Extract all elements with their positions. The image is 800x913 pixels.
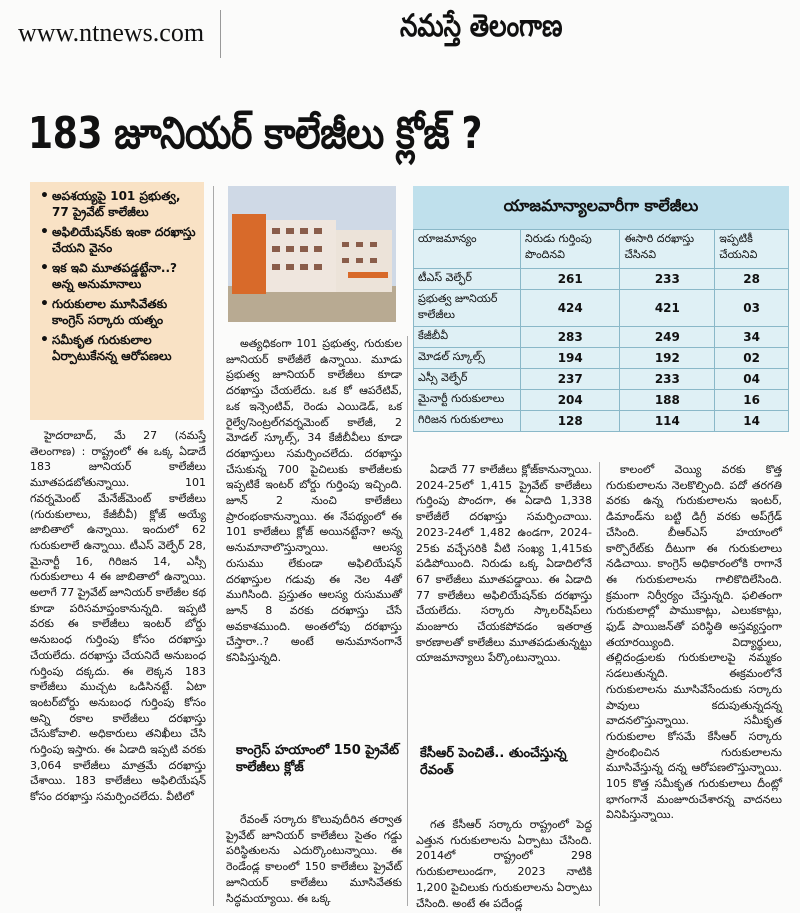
table-cell: 194	[521, 348, 620, 369]
table-row	[414, 369, 789, 390]
table-cell: 114	[620, 411, 715, 432]
table-row	[414, 290, 789, 327]
table-row	[414, 348, 789, 369]
table-cell: మోడల్ స్కూల్స్	[414, 348, 521, 369]
table-cell: 249	[620, 327, 715, 348]
subheading-kcr: కేసీఆర్ పెంచితే.. తుంచేస్తున్న రేవంత్	[420, 746, 567, 778]
table-cell: 283	[521, 327, 620, 348]
article-column-4	[606, 462, 782, 823]
article-column-3	[416, 462, 592, 666]
table-title: యాజమాన్యాలవారీగా కాలేజీలు	[413, 186, 789, 229]
table-row	[414, 411, 789, 432]
table-row	[414, 327, 789, 348]
article-paragraph: అత్యధికంగా 101 ప్రభుత్వ, గురుకుల జూనియర్ కాలేజీలే ఉన్నాయి. మూడు ప్రభుత్వ జూనియర్ కాలేజీలు కూడా దరఖాస్తు చేయలేదు. ఒక కో ఆపరేటివ్, ఒక ఇన్సెంటివ్, రెండు ఎయిడెడ్, ఒక రైల్వే/సెంట్రల్‌గవర్నమెంట్ కాలేజీ, 2 మోడల్ స్కూల్స్, 34 కేజీబీవీలు కూడా దరఖాస్తులు సమర్పించలేదు. దరఖాస్తు చేసుకున్న 700 పైచిలుకు కాలేజీలకు ఇప్పటికే ఇంటర్ బోర్డు గుర్తింపు ఇచ్చింది. జూన్ 2 నుంచి కాలేజీలు ప్రారంభంకానున్నాయి. ఈ నేపథ్యంలో ఈ 101 కాలేజీలు క్లోజ్ అయినట్టేనా? అన్న అనుమానాలొస్తున్నాయి. ఆలస్య రుసుము లేకుండా అఫిలియేషన్ దరఖాస్తుల గడువు ఈ నెల 4తో ముగిసింది. ప్రస్తుతం ఆలస్య రుసుముతో జూన్ 8 వరకు దరఖాస్తు చేసే అవకాశముంది. అంతలోపు దరఖాస్తు చేస్తారా..? అంటే అనుమానంగానే కనిపిస్తున్నది.	[226, 337, 402, 665]
table-cell: 14	[715, 411, 789, 432]
headline: 183 జూనియర్ కాలేజీలు క్లోజ్ ?	[28, 108, 483, 159]
article-column-1	[30, 428, 206, 805]
table-cell: 28	[715, 269, 789, 290]
table-cell: 03	[715, 290, 789, 327]
table-cell: 34	[715, 327, 789, 348]
table-cell: 192	[620, 348, 715, 369]
article-column-3b	[416, 817, 592, 911]
highlights-box	[30, 182, 204, 420]
table-header: నిరుడు గుర్తింపు పొందినవి	[521, 230, 620, 269]
highlight-item: • అఫిలియేషన్‌కు ఇంకా దరఖాస్తు చేయని వైనం	[40, 224, 200, 256]
column-divider	[407, 336, 408, 906]
table-cell: 233	[620, 269, 715, 290]
college-ownership-table	[413, 186, 789, 432]
highlight-item: • సమీకృత గురుకులాల ఏర్పాటుకేనన్న ఆరోపణలు	[40, 332, 200, 364]
subheading-congress: కాంగ్రెస్ హయాంలో 150 ప్రైవేట్ కాలేజీలు క్లోజ్	[236, 743, 400, 775]
highlight-item: • అపశయ్యపై 101 ప్రభుత్వ, 77 ప్రైవేట్ కాలేజీలు	[40, 188, 200, 220]
table-cell: 237	[521, 369, 620, 390]
article-column-2b	[226, 812, 402, 906]
article-paragraph: కాలంలో వెయ్యి వరకు కొత్త గురుకులాలను నెలకొల్పింది. పదో తరగతి వరకు ఉన్న గురుకులాలను ఇంటర్, డిమాండ్‌ను బట్టి డిగ్రీ వరకు అప్‌గ్రేడ్ చేసింది. బీఆర్‌ఎస్ హయాంలో కార్పొరేట్‌కు దీటుగా ఈ గురుకులాలు నడిచాయి. కాంగ్రెస్ అధికారంలోకి రాగానే ఈ గురుకులాలను గాలికొదిలేసింది. క్రమంగా నిర్వీర్యం చేస్తున్నది. ఫలితంగా గురుకులాల్లో పాముకాట్లు, ఎలుకకాట్లు, ఫుడ్ పాయిజన్‌తో పరిస్థితి అస్తవ్యస్తంగా తయారయ్యింది. విద్యార్థులు, తల్లిదండ్రులకు గురుకులాలపై నమ్మకం సడలుతున్నది. ఈక్రమంలోనే గురుకులాలను మూసివేసేందుకు సర్కారు పావులు కదుపుతున్నదన్న వాదనలొస్తున్నాయి. సమీకృత గురుకులాల కోసమే కేసీఆర్ సర్కారు ప్రారంభించిన గురుకులాలను మూసివేస్తున్న దన్న ఆరోపణలొస్తున్నాయి. 105 కొత్త సమీకృత గురుకులాలు దీంట్లో భాగంగానే మంజూరుచేశారన్న వాదనలు వినిపిస్తున్నాయి.	[606, 463, 782, 822]
table-cell: ప్రభుత్వ జూనియర్ కాలేజీలు	[414, 290, 521, 327]
table-cell: ఎస్సీ వెల్ఫేర్	[414, 369, 521, 390]
article-column-2	[226, 336, 402, 666]
table-header: ఇప్పటికీ చేయనివి	[715, 230, 789, 269]
column-divider	[599, 462, 600, 906]
table-cell: 04	[715, 369, 789, 390]
table-cell: 424	[521, 290, 620, 327]
table-header: ఈసారి దరఖాస్తు చేసినవి	[620, 230, 715, 269]
table-header: యాజమాన్యం	[414, 230, 521, 269]
highlight-item: • ఇక ఇవి మూతపడ్డట్టేనా..? అన్న అనుమానాలు	[40, 260, 200, 292]
highlight-item: • గురుకులాల మూసివేతకు కాంగ్రెస్ సర్కారు యత్నం	[40, 296, 200, 328]
table-cell: 233	[620, 369, 715, 390]
table-row	[414, 269, 789, 290]
article-paragraph: రేవంత్ సర్కారు కొలువుదీరిన తర్వాత ప్రైవేట్ జూనియర్ కాలేజీలు సైతం గడ్డు పరిస్థితులను ఎదుర్కొంటున్నాయి. ఈ రెండేండ్ల కాలంలో 150 కాలేజీలు ప్రైవేట్ జూనియర్ కాలేజీలు మూసివేతకు సిద్ధమయ్యాయి. ఈ ఒక్క	[226, 813, 402, 905]
column-divider	[213, 186, 214, 906]
table-header-row	[414, 230, 789, 269]
site-url: www.ntnews.com	[18, 18, 205, 47]
table-cell: మైనార్టీ గురుకులాలు	[414, 390, 521, 411]
college-building-photo	[228, 186, 396, 322]
table-cell: 261	[521, 269, 620, 290]
newspaper-name: నమస్తే తెలంగాణ	[400, 8, 563, 44]
article-paragraph: గత కేసీఆర్ సర్కారు రాష్ట్రంలో పెద్ద ఎత్తున గురుకులాలను ఏర్పాటు చేసింది. 2014లో రాష్ట్రంలో 298 గురుకులాలుండగా, 2023 నాటికి 1,200 పైచిలుకు గురుకులాలను ఏర్పాటు చేసింది. అంటే ఈ పదేండ్ల	[416, 818, 592, 910]
masthead-divider	[220, 10, 221, 58]
table-row	[414, 390, 789, 411]
table-cell: గిరిజన గురుకులాలు	[414, 411, 521, 432]
table-cell: 16	[715, 390, 789, 411]
table-cell: 188	[620, 390, 715, 411]
table-cell: 128	[521, 411, 620, 432]
article-paragraph: హైదరాబాద్, మే 27 (నమస్తే తెలంగాణ) : రాష్ట్రంలో ఈ ఒక్క ఏడాదే 183 జూనియర్ కాలేజీలు మూతపడబోతున్నాయి. 101 గవర్నమెంట్ మేనేజ్‌మెంట్ కాలేజీలు (గురుకులాలు, కేజీబీవీ) క్లోజ్ అయ్యే జాబితాలో ఉన్నాయి. ఇందులో 62 గురుకులాలే ఉన్నాయి. టీఎస్ వెల్ఫేర్ 28, మైనార్టీ 16, గిరిజన 14, ఎస్సీ గురుకులాలు 4 ఈ జాబితాలో ఉన్నాయి. అలాగే 77 ప్రైవేట్ జూనియర్ కాలేజీల కథ కూడా పరిసమాప్తంకానున్నది. ఇప్పటి వరకు ఈ కాలేజీలు ఇంటర్ బోర్డు అనుబంధ గుర్తింపు కోసం దరఖాస్తు చేయలేదు. దరఖాస్తు చేయనిదే అనుబంధ గుర్తింపు దక్కదు. ఈ లెక్కన 183 కాలేజీలు ముచ్చట ఒడిసినట్టే. ఏటా ఇంటర్‌బోర్డు అనుబంధ గుర్తింపు కోసం అన్ని రకాల కాలేజీలు దరఖాస్తు చేసుకోవాలి. అధికారులు తనిఖీలు చేసి గుర్తింపు ఇస్తారు. ఈ ఏడాది ఇప్పటి వరకు 3,064 కాలేజీలు మాత్రమే దరఖాస్తు చేశాయి. 183 కాలేజీలు అఫిలియేషన్ కోసం దరఖాస్తు సమర్పించలేదు. వీటిలో	[30, 429, 206, 804]
table-cell: 421	[620, 290, 715, 327]
table-cell: 204	[521, 390, 620, 411]
article-paragraph: ఏడాదే 77 కాలేజీలు క్లోజ్‌కానున్నాయి. 2024-25లో 1,415 ప్రైవేట్ కాలేజీలు గుర్తింపు పొందగా, ఈ ఏడాది 1,338 కాలేజీలే దరఖాస్తు సమర్పించాయి. 2023-24లో 1,482 ఉండగా, 2024-25కు వచ్చేసరికి వీటి సంఖ్య 1,415కు పడిపోయింది. నిరుడు ఒక్క ఏడాదిలోనే 67 కాలేజీలు మూతపడ్డాయి. ఈ ఏడాది 77 కాలేజీలు అఫిలియేషన్‌కు దరఖాస్తు చేయలేదు. సర్కారు స్కాలర్‌షిప్‌లు మంజూరు చేయకపోవడం ఇతరాత్ర కారణాలతో కాలేజీలు మూతపడుతున్నట్టు యాజమాన్యాలు పేర్కొంటున్నాయి.	[416, 463, 592, 665]
table-cell: 02	[715, 348, 789, 369]
table-cell: టీఎస్ వెల్ఫేర్	[414, 269, 521, 290]
table-cell: కేజీబీవీ	[414, 327, 521, 348]
